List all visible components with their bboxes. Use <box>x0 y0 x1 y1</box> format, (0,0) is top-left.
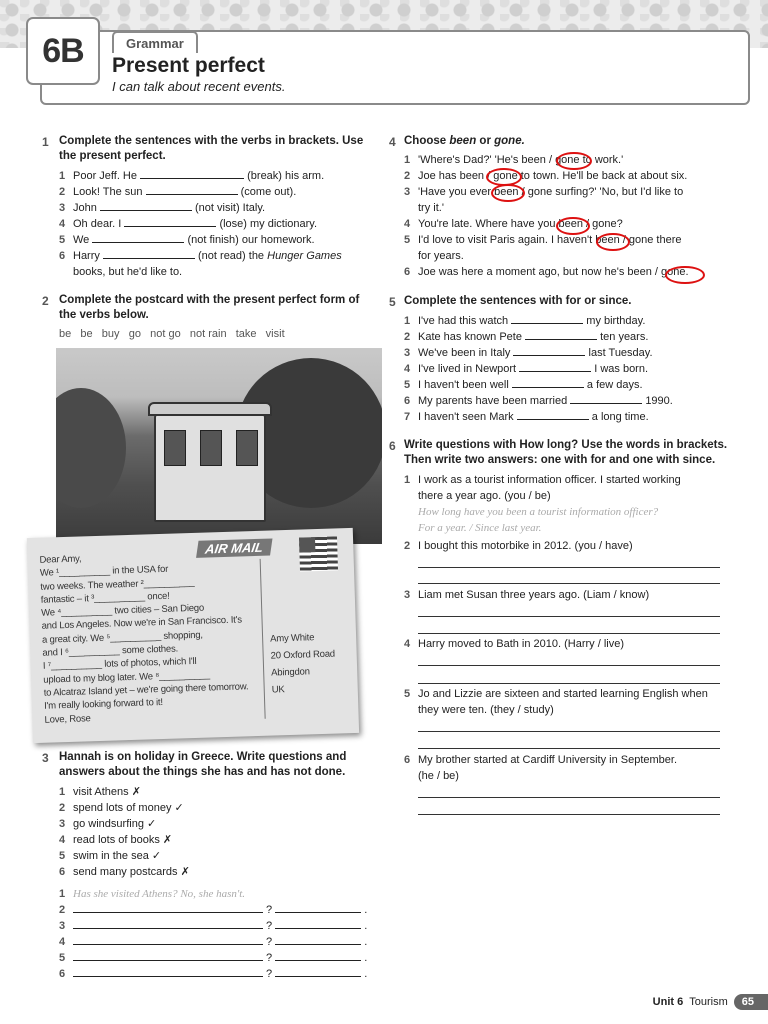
ex1-item: 5 We (not finish) our homework. <box>59 234 315 246</box>
ex3-answer-row: 4 ? . <box>59 936 368 948</box>
question-blank[interactable] <box>73 903 263 913</box>
page-title: Present perfect <box>112 54 265 77</box>
ex5-instruction: Complete the sentences with for or since. <box>404 295 632 307</box>
ex6-item-2: 2 I bought this motorbike in 2012. (you / have) <box>404 540 633 552</box>
ex5-item: 2 Kate has known Pete ten years. <box>404 331 649 343</box>
flag-stamp-icon <box>299 536 338 571</box>
ex1-item: 2 Look! The sun (come out). <box>59 186 297 198</box>
ex5-item: 1 I've had this watch my birthday. <box>404 315 646 327</box>
ex4-item: 6 Joe was here a moment ago, but now he's been / gone. <box>404 266 689 278</box>
ex4-item: for years. <box>418 250 464 262</box>
ex1-items <box>59 168 342 280</box>
ex5-number: 5 <box>389 295 396 309</box>
ex5-item: 7 I haven't seen Mark a long time. <box>404 411 649 423</box>
ex3-answer-row: 2 ? . <box>59 904 368 916</box>
footer-topic: Tourism <box>689 996 728 1008</box>
ex2-instruction: Complete the postcard with the present perfect form of the verbs below. <box>59 294 360 321</box>
answer-blank[interactable] <box>124 217 216 227</box>
answer-blank[interactable] <box>512 378 584 388</box>
answer-line[interactable] <box>418 748 720 749</box>
answer-blank[interactable] <box>92 233 184 243</box>
answer-blank[interactable] <box>275 919 361 929</box>
answer-blank[interactable] <box>275 951 361 961</box>
section-tab: Grammar <box>112 31 198 53</box>
ex4-item: 5 I'd love to visit Paris again. I haven't been / gone there <box>404 234 682 246</box>
question-blank[interactable] <box>73 935 263 945</box>
ex1-item: 4 Oh dear. I (lose) my dictionary. <box>59 218 318 230</box>
footer-unit: Unit 6 <box>652 996 684 1008</box>
question-blank[interactable] <box>73 967 263 977</box>
question-blank[interactable] <box>73 919 263 929</box>
ex3-answer-row: 5 ? . <box>59 952 368 964</box>
ex1-item: 3 John (not visit) Italy. <box>59 202 266 214</box>
answer-line[interactable] <box>418 731 720 732</box>
answer-blank[interactable] <box>140 169 244 179</box>
ex3-item: 2 spend lots of money ✓ <box>59 802 184 814</box>
ex3-number: 3 <box>42 751 49 765</box>
ex4-items <box>404 152 689 280</box>
answer-circle-icon <box>491 184 525 202</box>
answer-circle-icon <box>596 233 630 251</box>
answer-blank[interactable] <box>513 346 585 356</box>
tree-shape <box>56 388 126 508</box>
answer-circle-icon <box>556 152 592 170</box>
airmail-label: AIR MAIL <box>196 538 272 557</box>
answer-blank[interactable] <box>275 935 361 945</box>
answer-blank[interactable] <box>511 314 583 324</box>
answer-circle-icon <box>665 266 705 284</box>
question-blank[interactable] <box>73 951 263 961</box>
answer-blank[interactable] <box>100 201 192 211</box>
ex3-example: 1 Has she visited Athens? No, she hasn't. <box>59 888 246 900</box>
ex6-instruction: Write questions with How long? Use the words in brackets. Then write two answers: one with for and one with since. <box>404 439 728 466</box>
ex6-example-question: How long have you been a tourist information officer? <box>418 506 659 518</box>
page-footer <box>653 994 768 1010</box>
ex3-item: 5 swim in the sea ✓ <box>59 850 162 862</box>
ex5-item: 6 My parents have been married 1990. <box>404 395 673 407</box>
ex4-item: 2 Joe has been / gone to town. He'll be back at about six. <box>404 170 688 182</box>
ex6-item-6: 6 My brother started at Cardiff University in September. (he / be) <box>404 754 678 782</box>
ex3-item: 4 read lots of books ✗ <box>59 834 173 846</box>
ex6-item-5: 5 Jo and Lizzie are sixteen and started learning English when they were ten. (they / study) <box>404 688 708 716</box>
ex4-item: 4 You're late. Where have you been / gone? <box>404 218 623 230</box>
ex6-item-3: 3 Liam met Susan three years ago. (Liam / know) <box>404 589 650 601</box>
ex3-item: 6 send many postcards ✗ <box>59 866 190 878</box>
answer-line[interactable] <box>418 814 720 815</box>
answer-blank[interactable] <box>146 185 238 195</box>
ex6-item-1: 1 I work as a tourist information officer. I started working there a year ago. (you / be) How long have you been a tourist information officer? For a year. / Since last year. <box>404 474 681 534</box>
ex3-item: 3 go windsurfing ✓ <box>59 818 157 830</box>
answer-blank[interactable] <box>275 967 361 977</box>
answer-blank[interactable] <box>519 362 591 372</box>
ex3-answer-row: 3 ? . <box>59 920 368 932</box>
ex5-item: 4 I've lived in Newport I was born. <box>404 363 649 375</box>
ex1-instruction: Complete the sentences with the verbs in brackets. Use the present perfect. <box>59 135 364 162</box>
ex6-example-answer: For a year. / Since last year. <box>418 522 542 534</box>
answer-line[interactable] <box>418 567 720 568</box>
postcard-address: Amy White 20 Oxford Road Abingdon UK <box>269 632 336 696</box>
page-subtitle: I can talk about recent events. <box>112 79 286 94</box>
ex1-item: 6 Harry (not read) the Hunger Games <box>59 250 342 262</box>
ex3-answer-lines <box>59 902 367 982</box>
answer-line[interactable] <box>418 616 720 617</box>
ex1-item-cont: books, but he'd like to. <box>73 266 183 278</box>
cable-car-photo <box>56 348 382 544</box>
ex1-item: 1 Poor Jeff. He (break) his arm. <box>59 170 325 182</box>
ex5-item: 3 We've been in Italy last Tuesday. <box>404 347 653 359</box>
ex2-verb-box: be be buy go not go not rain take visit <box>59 328 285 340</box>
cable-car-shape <box>154 410 266 522</box>
unit-badge: 6B <box>26 17 100 85</box>
ex6-item-4: 4 Harry moved to Bath in 2010. (Harry / live) <box>404 638 625 650</box>
answer-blank[interactable] <box>570 394 642 404</box>
ex4-instruction: Choose been or gone. <box>404 135 525 147</box>
ex3-item: 1 visit Athens ✗ <box>59 786 141 798</box>
answer-blank[interactable] <box>525 330 597 340</box>
ex3-items <box>59 784 190 880</box>
postcard-message: Dear Amy, We ¹__________ in the USA for two weeks. The weather ²__________ fantastic – it ³__________ once! We ⁴__________ two cities – San Diego and Los Angeles. Now we're in San Francisco. It's a great city. We ⁵__________ shopping, and I ⁶__________ some clothes. I ⁷__________ lots of photos, which I'll upload to my blog later. We ⁸__________ to Alcatraz Island yet – we're going there tomorrow. I'm really looking forward to it! Love, Rose <box>39 553 249 726</box>
answer-blank[interactable] <box>517 410 589 420</box>
ex4-item: 1 'Where's Dad?' 'He's been / gone to work.' <box>404 154 624 166</box>
page-number: 65 <box>734 994 768 1010</box>
ex4-item: 3 'Have you ever been / gone surfing?' 'No, but I'd like to <box>404 186 684 198</box>
ex3-instruction: Hannah is on holiday in Greece. Write questions and answers about the things she has and has not done. <box>59 751 347 778</box>
answer-line[interactable] <box>418 665 720 666</box>
ex5-items <box>404 313 673 425</box>
ex1-number: 1 <box>42 135 49 149</box>
ex2-number: 2 <box>42 294 49 308</box>
answer-line[interactable] <box>418 633 720 634</box>
ex6-number: 6 <box>389 439 396 453</box>
postcard-divider <box>260 559 266 719</box>
answer-blank[interactable] <box>275 903 361 913</box>
ex3-answer-row: 6 ? . <box>59 968 368 980</box>
ex5-item: 5 I haven't been well a few days. <box>404 379 643 391</box>
ex4-item: try it.' <box>418 202 444 214</box>
answer-line[interactable] <box>418 683 720 684</box>
answer-line[interactable] <box>418 797 720 798</box>
answer-circle-icon <box>556 217 590 235</box>
postcard <box>27 528 359 743</box>
answer-blank[interactable] <box>103 249 195 259</box>
ex4-number: 4 <box>389 135 396 149</box>
answer-line[interactable] <box>418 583 720 584</box>
